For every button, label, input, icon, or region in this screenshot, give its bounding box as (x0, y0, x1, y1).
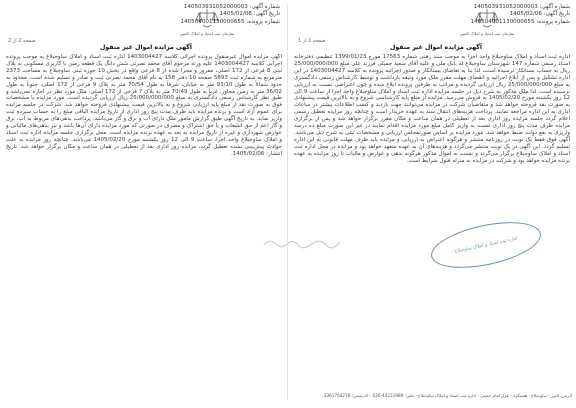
org-name: سازمان ثبت اسناد و املاک کشور (459, 31, 515, 36)
org-name: سازمان ثبت اسناد و املاک کشور (179, 31, 235, 36)
page-title: آگهی مزایده اموال غیر منقول (390, 44, 483, 51)
official-stamp: اداره ثبت اسناد و املاک ساوجبلاغ (427, 214, 545, 276)
page-number: صفحه 2 از 2 (8, 38, 36, 44)
case-number: شماره پرونده: 140504001130000655 (470, 18, 570, 25)
signature-image (262, 236, 342, 250)
notice-number: شماره آگهی: 140503931052000003 (473, 4, 570, 10)
case-number: شماره پرونده: 140504001130000655 (180, 18, 280, 25)
notice-date: تاریخ آگهی: 1405/02/06 (219, 11, 280, 18)
document-meta (130, 4, 280, 26)
page-divider (287, 4, 288, 400)
page-number: صفحه 1 از 1 (298, 38, 326, 44)
notice-body: آگهی مزایده اموال غیرمنقول پرونده اجرائی کلاسه 1403004427 اداره ثبت اسناد و املاک ساوجبلاغ به موجب پرونده اجرایی کلاسه 1403004427 علیه ورثه مرحوم آقای محمد نصرتی شش دانگ یک قطعه زمین با کاربری مسکونی به پلاک ثبتی 8 فرعی از 172 اصلی، مفروز و مجزا شده از 8 فرعی واقع در بخش 10 حوزه ثبتی ساوجبلاغ به مساحت 2373 مترمربع به شماره ثبت 5893 صفحه 10 دفتر 158 به نام آقای محمد نصرتی ثبت و صادر و تسلیم شده است، محدود به حدود شمالاً به طول 93/10 متر به خیابان، شرقاً به طول 70/54 متر به پلاک 9 فرعی از 172 اصلی، جنوباً به طول 36/02 متر به زمین مجاور، غرباً به طول 70/49 متر به پلاک 7 فرعی از 172 اصلی. ملک مورد نظر در اجاره نمی‌باشد و طبق نظر کارشناس رسمی دادگستری به مبلغ 25/000/000/000 ریال ارزیابی گردیده است. مورد مزایده با مشخصات فوق به صورت نقد از مبلغ پایه ارزیابی شروع و به بالاترین قیمت پیشنهادی فروخته خواهد شد. شرکت در جلسه مزایده برای عموم آزاد است و برنده مزایده باید ظرف مدت پنج روز اداری از تاریخ مزایده الباقی مبلغ را به حساب سپرده ثبت واریز نماید. به تاریخ آگهی طبق گزارش مامور ملک دارای آب و برق و گاز می‌باشد. پرداخت بدهی‌های مربوط به آب، برق و گاز اعم از حق انشعاب و یا حق اشتراک و مصرف در صورتی که مورد مزایده دارای آن‌ها باشد و نیز بدهی‌های مالیاتی و عوارض شهرداری و غیره از تاریخ مزایده به بعد به عهده برنده مزایده است. محل برگزاری جلسه مزایده اداره ثبت اسناد و املاک ساوجبلاغ واحد اجرا، ساعت 9 الی 12 روز یکشنبه مورخ 1405/02/20 می‌باشد. چنانچه روز مزایده به علت حوادث پیش‌بینی نشده تعطیل گردد، مزایده روز اداری بعد از تعطیلی در همان ساعت و مکان برگزار خواهد شد. تاریخ انتشار: 1405/02/06. (6, 54, 282, 157)
notice-number: شماره آگهی: 140503931052000003 (183, 4, 280, 10)
document-meta (420, 4, 570, 26)
notice-date: تاریخ آگهی: 1405/02/06 (509, 11, 570, 18)
page-title: آگهی مزایده اموال غیر منقول (100, 44, 193, 51)
footer-address: آدرس: البرز - ساوجبلاغ - هشتگرد - بلوار امام خمینی - اداره ثبت اسناد و املاک ساوجبلاغ - تلفن: 44231989-026 - کد پستی: 3361764278 (323, 393, 572, 398)
notice-body: اداره ثبت اسناد و املاک ساوجبلاغ واحد اجرا به موجب سند رهنی شماره 17563 مورخ 1399/01/23 تنظیمی دفترخانه اسناد رسمی شماره 147 شهرستان ساوجبلاغ له بانک ملی و علیه آقای سعید جمیلی فرزند علی مبلغ 25/000/000/000 ریال به حساب بستانکار نرسیده است، لذا بنا به تقاضای بستانکار و صدور اجرائیه پرونده به کلاسه 1403004427 در این اداره تشکیل و پس از ابلاغ اجرائیه و انقضای مهلت مقرر ملک مورد وثیقه بازداشت و توسط کارشناس رسمی دادگستری به مبلغ 25/000/000/000 ریال ارزیابی گردیده و مراتب به طرفین پرونده ابلاغ شده و چون اعتراضی نسبت به ارزیابی نرسیده است، لذا ملک مذکور به شرح ذیل در جلسه مزایده اداره ثبت اسناد و املاک ساوجبلاغ واحد اجرا از ساعت 9 الی 12 روز یکشنبه مورخ 1405/02/20 به فروش می‌رسد. مزایده از مبلغ پایه کارشناسی شروع و به بالاترین قیمت پیشنهادی به صورت نقد فروخته خواهد شد و متقاضیان شرکت در مزایده می‌توانند جهت بازدید و کسب اطلاعات بیشتر در ساعات اداری به این اداره مراجعه نمایند. پرداخت هزینه‌های انتقال سند به عهده خریدار است و چنانچه روز مزایده تعطیل رسمی اعلام گردد جلسه مزایده روز اداری بعد از تعطیلی در همان ساعت و مکان مقرر برگزار خواهد شد و پس از برگزاری مزایده ظرف مدت پنج روز اداری نسبت به واریز کامل مبلغ مورد مزایده اقدام نمایند در غیر این صورت مبلغ ده درصد واریزی به نفع دولت ضبط خواهد شد. مورد مزایده بر اساس صورتمجلس ارزیابی و مشخصات ثبتی به شرح ذیل می‌باشد. آگهی فوق فقط یک نوبت در روزنامه منتشر و هرگونه اعتراض به ارزیابی و مزایده باید ظرف مهلت قانونی به این اداره تسلیم گردد. این آگهی در یک نوبت منتشر می‌گردد و هزینه‌های آن به عهده متعهد خواهد بود و مزایده در محل اداره ثبت اسناد و املاک ساوجبلاغ برگزار می‌گردد و نسبت به اموال مذکور هرگونه بدهی و عوارض و مالیات تا روز مزایده به عهده برنده مزایده خواهد بود و شرکت در مزایده به منزله قبول شرایط است. (294, 54, 570, 164)
